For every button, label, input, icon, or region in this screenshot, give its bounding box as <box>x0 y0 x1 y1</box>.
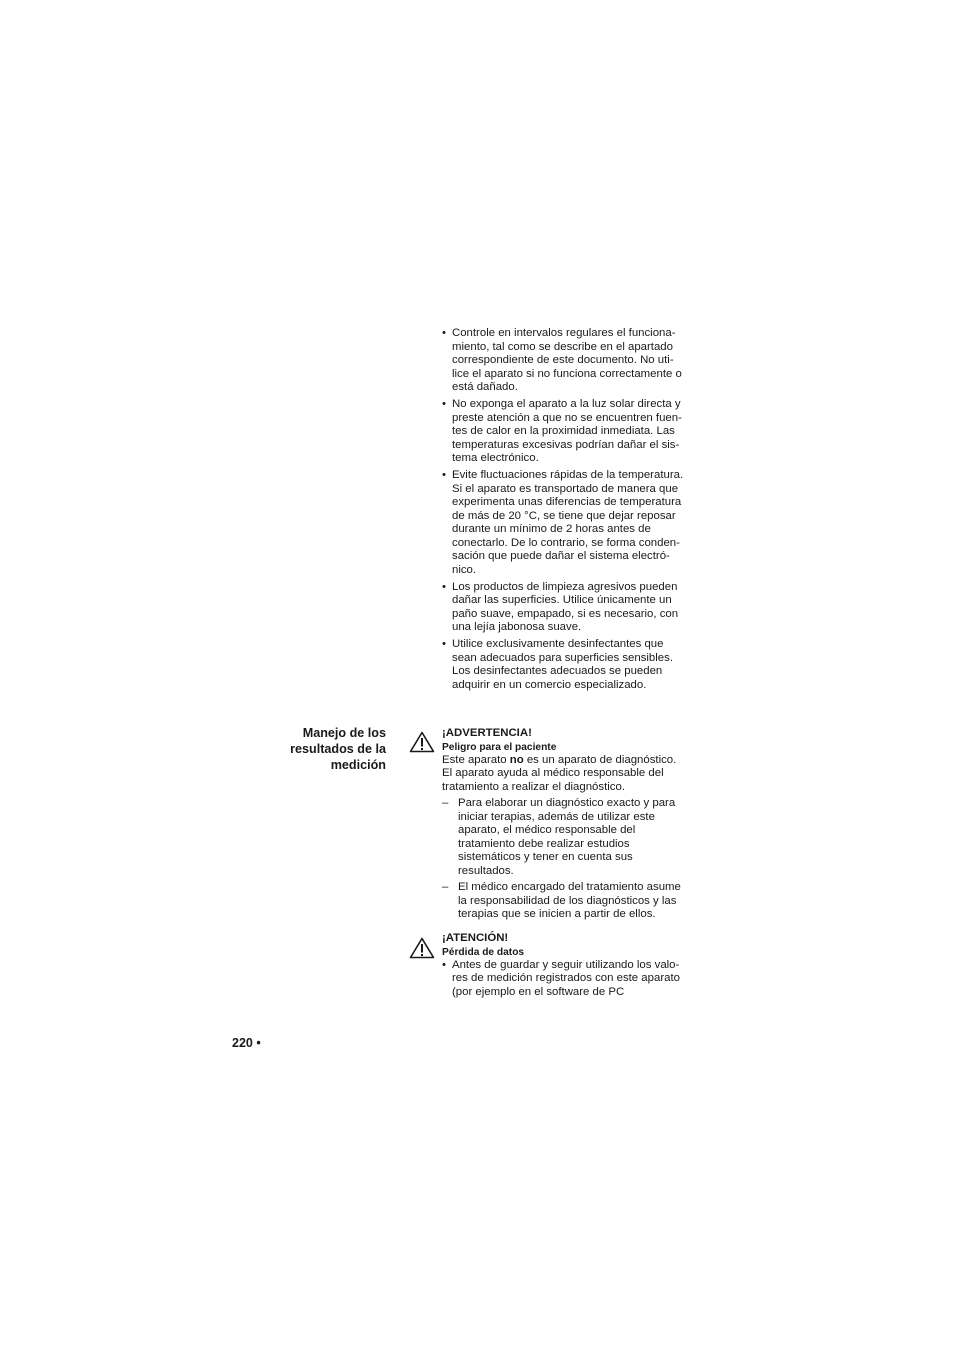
caution-subtitle: Pérdida de datos <box>442 946 525 958</box>
warning-triangle-icon <box>409 731 435 753</box>
precaution-text: Controle en intervalos regulares el funciona- miento, tal como se describe en el apartado correspondiente de este documento. No uti- lice el aparato si no funciona correctamente o está dañado. <box>452 327 682 393</box>
section-heading <box>270 725 386 773</box>
precaution-text: Utilice exclusivamente desinfectantes que sean adecuados para superficies sensibles. Los desinfectantes adecuados se pueden adquirir en un comercio especializado. <box>452 638 673 691</box>
precaution-item <box>442 398 702 466</box>
precaution-text: No exponga el aparato a la luz solar directa y preste atención a que no se encuentren fuen- tes de calor en la proximidad inmediata. Las temperaturas excesivas podrían dañar el sis- tema electrónico. <box>452 398 682 464</box>
section-heading-line-3: medición <box>330 758 386 772</box>
bullet-marker: • <box>442 469 446 481</box>
warning-intro-post: es un aparato de diagnóstico. El aparato ayuda al médico responsable del tratamiento a realizar el diagnóstico. <box>442 753 677 793</box>
warning-intro <box>442 754 702 795</box>
section-heading-line-2: resultados de la <box>290 742 386 756</box>
caution-bullet-item <box>442 959 702 1000</box>
warning-dash-item <box>442 881 702 922</box>
bullet-marker: • <box>442 580 446 593</box>
bullet-marker: • <box>442 638 446 650</box>
precaution-item <box>442 638 702 692</box>
page-number: 220 • <box>232 1036 261 1050</box>
warning-dash-item <box>442 797 702 878</box>
warning-intro-bold: no <box>509 753 524 766</box>
warning-title: ¡ADVERTENCIA! <box>442 727 532 739</box>
bullet-marker: • <box>442 398 446 410</box>
warning-dash-text: Para elaborar un diagnóstico exacto y para iniciar terapias, además de utilizar este aparato, el médico responsable del tratamiento debe realizar estudios sistemáticos y tener en cuenta sus resultados. <box>458 797 676 877</box>
caution-block <box>442 932 702 1003</box>
section-heading-line-1: Manejo de los <box>302 726 386 740</box>
warning-dash-text: El médico encargado del tratamiento asume la responsabilidad de los diagnósticos y las terapias que se inicien a partir de ellos. <box>458 881 681 920</box>
precaution-item <box>442 327 702 395</box>
warning-block <box>442 727 702 925</box>
bullet-marker: • <box>442 958 446 971</box>
dash-marker: – <box>442 881 449 893</box>
warning-subtitle: Peligro para el paciente <box>442 741 557 753</box>
dash-marker: – <box>442 797 449 809</box>
caution-bullet-text: Antes de guardar y seguir utilizando los valo- res de medición registrados con este aparato (por ejemplo en el software de PC <box>452 958 680 998</box>
bullet-marker: • <box>442 327 446 339</box>
warning-intro-pre: Este aparato <box>442 753 510 766</box>
precaution-item <box>442 581 702 635</box>
caution-triangle-icon <box>409 937 435 959</box>
precaution-text: Los productos de limpieza agresivos pueden dañar las superficies. Utilice únicamente un paño suave, empapado, si es necesario, con una lejía jabonosa suave. <box>452 580 679 633</box>
precautions-list <box>442 327 702 696</box>
caution-title: ¡ATENCIÓN! <box>442 932 509 944</box>
precaution-text: Evite fluctuaciones rápidas de la temperatura. Si el aparato es transportado de manera que experimenta unas diferencias de temperatura de más de 20 °C, se tiene que dejar reposar durante un mínimo de 2 horas antes de conectarlo. De lo contrario, se forma conden- sación que puede dañar el sistema electró- nico. <box>452 469 684 576</box>
precaution-item <box>442 469 702 577</box>
